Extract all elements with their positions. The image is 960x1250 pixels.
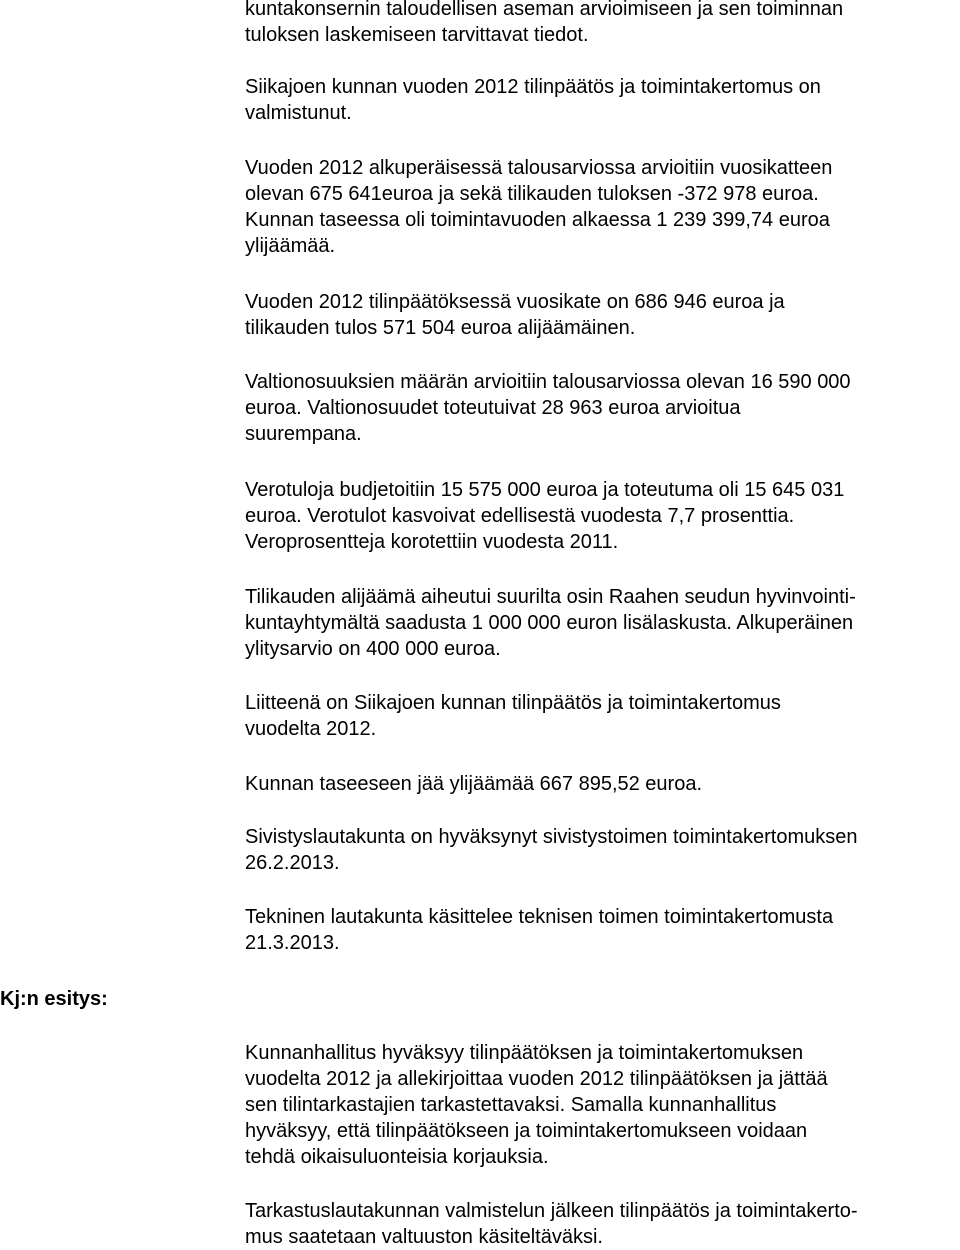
text-line: Kunnanhallitus hyväksyy tilinpäätöksen ja toimintakertomuksen (245, 1042, 804, 1064)
text-line: Vuoden 2012 tilinpäätöksessä vuosikate on 686 946 euroa ja (245, 291, 785, 313)
text-line: 21.3.2013. (245, 932, 340, 954)
proposal-paragraph-approval (245, 1040, 957, 1170)
paragraph-attachment (245, 690, 957, 742)
text-line: Veroprosentteja korotettiin vuodesta 2011. (245, 531, 619, 553)
text-line: euroa. Valtionosuudet toteutuivat 28 963 euroa arvioitua (245, 397, 741, 419)
paragraph-deficit-cause (245, 584, 957, 662)
text-line: valmistunut. (245, 102, 352, 124)
text-line: Verotuloja budjetoitiin 15 575 000 euroa ja toteutuma oli 15 645 031 (245, 479, 845, 501)
text-line: 26.2.2013. (245, 852, 340, 874)
text-line: tuloksen laskemiseen tarvittavat tiedot. (245, 24, 589, 46)
text-line: kuntayhtymältä saadusta 1 000 000 euron lisälaskusta. Alkuperäinen (245, 612, 854, 634)
text-line: Valtionosuuksien määrän arvioitiin talousarviossa olevan 16 590 000 (245, 371, 851, 393)
text-line: Tilikauden alijäämä aiheutui suurilta osin Raahen seudun hyvinvointi- (245, 586, 856, 608)
text-line: Vuoden 2012 alkuperäisessä talousarviossa arvioitiin vuosikatteen (245, 157, 833, 179)
text-line: kuntakonsernin taloudellisen aseman arvioimiseen ja sen toiminnan (245, 0, 844, 20)
text-line: vuodelta 2012. (245, 718, 377, 740)
text-line: Tekninen lautakunta käsittelee teknisen toimen toimintakertomusta (245, 906, 834, 928)
text-line: Kunnan taseeseen jää ylijäämää 667 895,52 euroa. (245, 773, 703, 795)
text-line: olevan 675 641euroa ja sekä tilikauden tuloksen -372 978 euroa. (245, 183, 819, 205)
paragraph-financial-statement-ready (245, 74, 957, 126)
text-line: hyväksyy, että tilinpäätökseen ja toimintakertomukseen voidaan (245, 1120, 808, 1142)
paragraph-annual-margin (245, 289, 957, 341)
paragraph-tax-revenue (245, 477, 957, 555)
text-line: ylijäämää. (245, 235, 336, 257)
paragraph-education-committee (245, 824, 957, 876)
text-line: mus saatetaan valtuuston käsiteltäväksi. (245, 1226, 603, 1248)
text-line: suurempana. (245, 423, 362, 445)
paragraph-technical-committee (245, 904, 957, 956)
paragraph-continuation (245, 0, 957, 48)
text-line: ylitysarvio on 400 000 euroa. (245, 638, 501, 660)
paragraph-balance-surplus (245, 771, 957, 797)
text-line: Siikajoen kunnan vuoden 2012 tilinpäätös ja toimintakertomus on (245, 76, 821, 98)
text-line: Liitteenä on Siikajoen kunnan tilinpäätös ja toimintakertomus (245, 692, 781, 714)
text-line: vuodelta 2012 ja allekirjoittaa vuoden 2012 tilinpäätöksen ja jättää (245, 1068, 828, 1090)
text-line: euroa. Verotulot kasvoivat edellisestä vuodesta 7,7 prosenttia. (245, 505, 795, 527)
text-line: sen tilintarkastajien tarkastettavaksi. Samalla kunnanhallitus (245, 1094, 777, 1116)
paragraph-original-budget (245, 155, 957, 259)
text-line: Kunnan taseessa oli toimintavuoden alkaessa 1 239 399,74 euroa (245, 209, 830, 231)
proposal-label: Kj:n esitys: (0, 988, 108, 1010)
text-line: tehdä oikaisuluonteisia korjauksia. (245, 1146, 549, 1168)
text-line: Sivistyslautakunta on hyväksynyt sivistystoimen toimintakertomuksen (245, 826, 858, 848)
paragraph-state-subsidies (245, 369, 957, 447)
text-line: tilikauden tulos 571 504 euroa alijäämäinen. (245, 317, 636, 339)
text-line: Tarkastuslautakunnan valmistelun jälkeen tilinpäätös ja toimintakerto- (245, 1200, 858, 1222)
proposal-paragraph-council (245, 1198, 957, 1250)
